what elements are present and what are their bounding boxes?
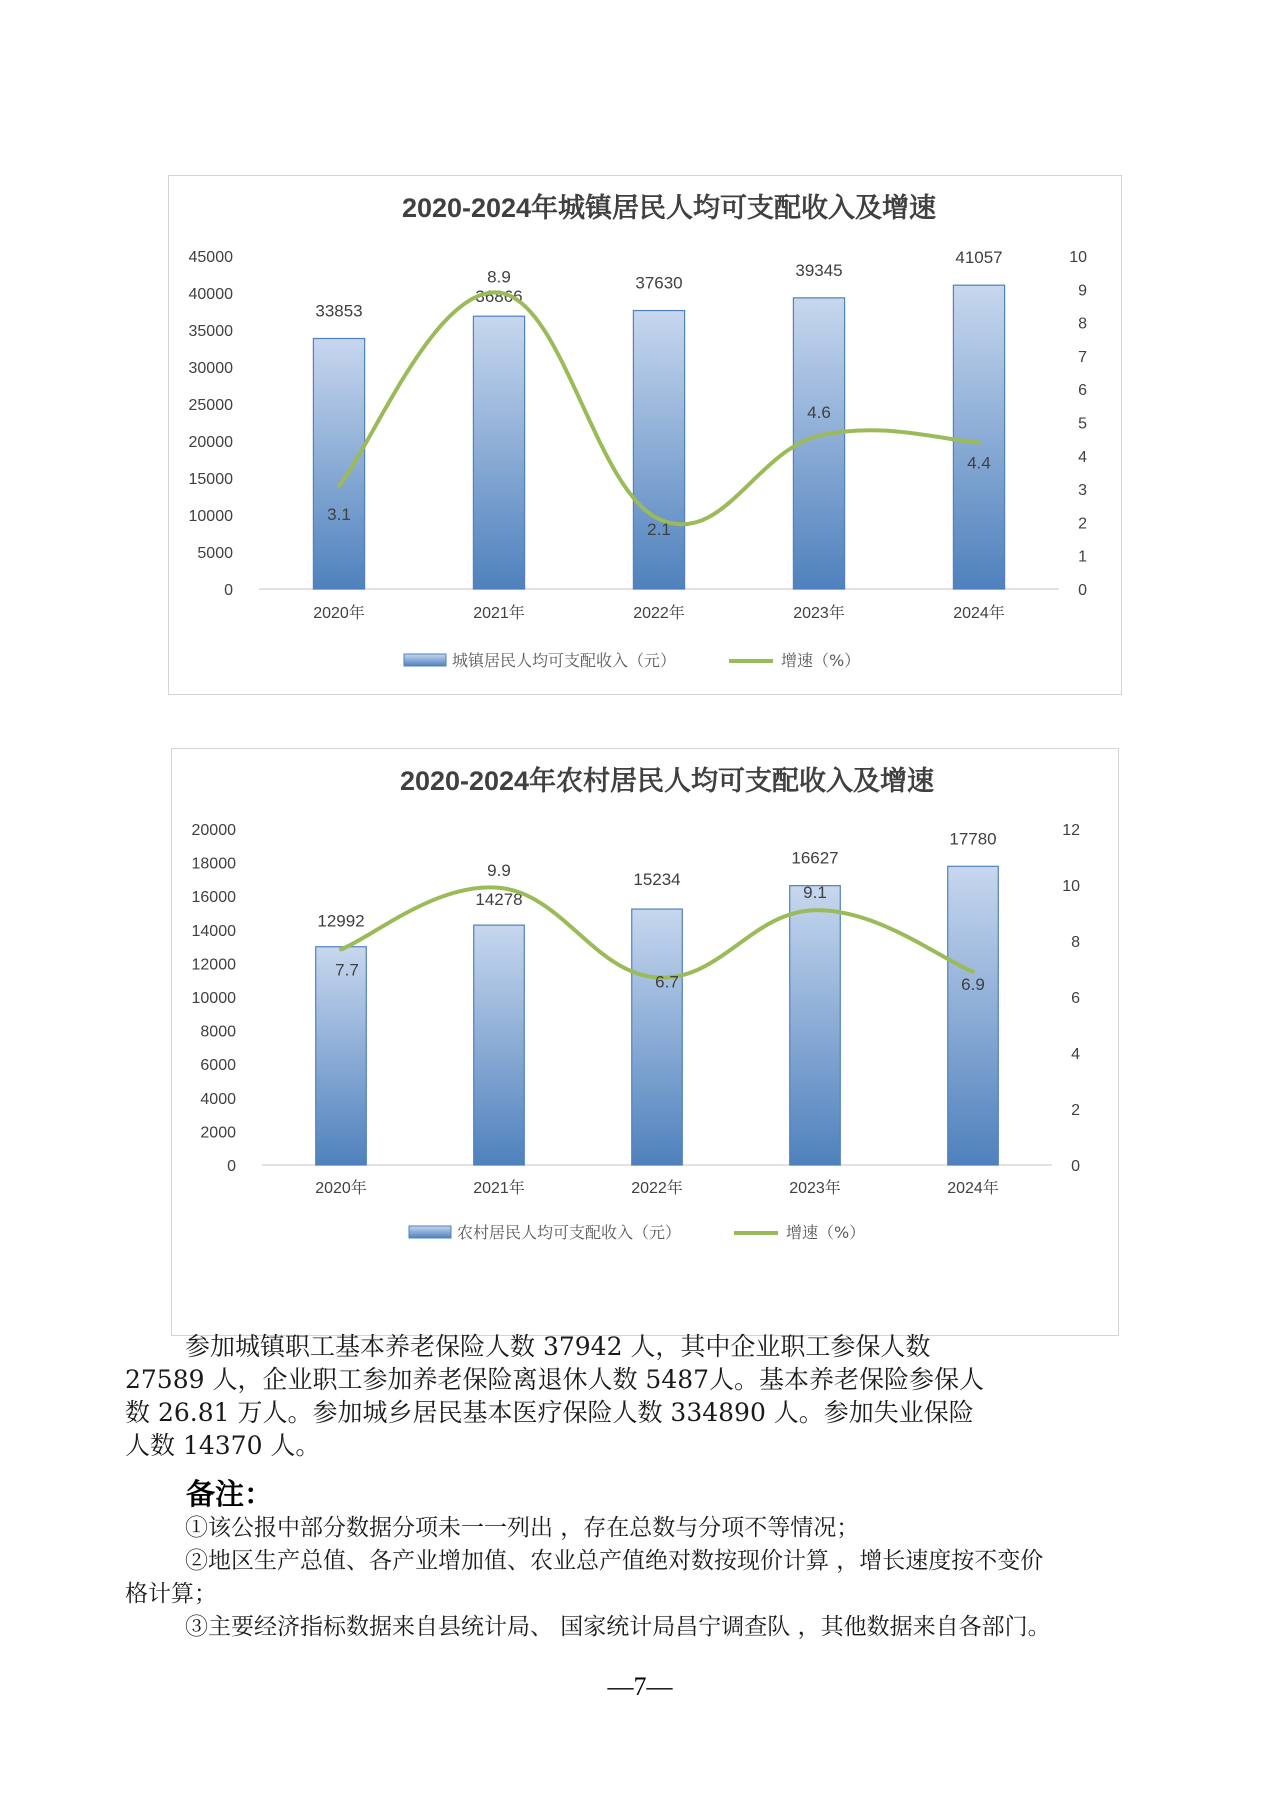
line-value-label: 9.1 bbox=[803, 883, 827, 903]
y-left-tick-label: 35000 bbox=[188, 323, 233, 340]
x-category-label: 2021年 bbox=[473, 605, 525, 622]
y-right-tick-label: 10 bbox=[1062, 878, 1080, 895]
line-value-label: 8.9 bbox=[487, 267, 511, 287]
bar bbox=[632, 909, 683, 1165]
line-value-label: 4.6 bbox=[807, 402, 831, 422]
y-right-tick-label: 6 bbox=[1078, 382, 1087, 400]
line-value-label: 7.7 bbox=[335, 960, 359, 980]
y-right-tick-label: 10 bbox=[1069, 249, 1087, 266]
urban-income-chart bbox=[168, 175, 1122, 695]
note-3: ③主要经济指标数据来自县统计局、 国家统计局昌宁调查队 ，其他数据来自各部门。 bbox=[185, 1614, 1051, 1640]
bar-value-label: 37630 bbox=[635, 273, 683, 293]
rural-income-chart bbox=[171, 748, 1119, 1336]
bar-value-label: 39345 bbox=[795, 260, 843, 280]
x-category-label: 2020年 bbox=[313, 605, 365, 622]
x-category-label: 2022年 bbox=[631, 1180, 683, 1197]
bar-value-label: 17780 bbox=[949, 829, 997, 849]
line-value-label: 6.7 bbox=[655, 972, 679, 992]
insurance-paragraph bbox=[125, 1330, 1165, 1462]
paragraph-line: 27589 人，企业职工参加养老保险离退休人数 5487人。基本养老保险参保人 bbox=[125, 1365, 985, 1394]
y-right-tick-label: 4 bbox=[1078, 448, 1087, 466]
y-left-tick-label: 15000 bbox=[188, 471, 233, 488]
y-left-tick-label: 12000 bbox=[191, 956, 236, 974]
y-left-tick-label: 40000 bbox=[188, 286, 233, 303]
y-left-tick-label: 5000 bbox=[197, 545, 233, 562]
y-left-tick-label: 6000 bbox=[200, 1057, 236, 1075]
x-category-label: 2024年 bbox=[947, 1180, 999, 1197]
y-right-tick-label: 2 bbox=[1078, 515, 1087, 533]
rural-income-chart-svg bbox=[172, 749, 1120, 1337]
note-2-continued: 格计算； bbox=[125, 1581, 217, 1607]
bar bbox=[953, 285, 1004, 589]
bar bbox=[790, 886, 841, 1165]
y-left-tick-label: 0 bbox=[227, 1158, 236, 1175]
bar-value-label: 33853 bbox=[315, 301, 363, 321]
paragraph-line: 人数 14370 人。 bbox=[125, 1431, 321, 1460]
y-left-tick-label: 4000 bbox=[200, 1090, 236, 1108]
y-left-tick-label: 20000 bbox=[188, 434, 233, 451]
y-right-tick-label: 0 bbox=[1078, 582, 1087, 599]
y-left-tick-label: 2000 bbox=[200, 1124, 236, 1142]
y-left-tick-label: 0 bbox=[224, 582, 233, 599]
chart-legend bbox=[404, 651, 860, 670]
urban-income-chart-svg bbox=[169, 176, 1123, 696]
line-value-label: 2.1 bbox=[647, 520, 671, 540]
y-left-tick-label: 18000 bbox=[191, 855, 236, 873]
y-right-tick-label: 12 bbox=[1062, 822, 1080, 839]
legend-bar-swatch bbox=[409, 1226, 451, 1238]
bar-value-label: 14278 bbox=[475, 890, 523, 910]
bar bbox=[474, 925, 525, 1165]
note-2: ②地区生产总值、各产业增加值、农业总产值绝对数按现价计算 ，增长速度按不变价 bbox=[185, 1548, 1044, 1574]
y-right-tick-label: 1 bbox=[1078, 548, 1087, 566]
y-left-tick-label: 20000 bbox=[191, 822, 236, 839]
y-left-tick-label: 14000 bbox=[191, 922, 236, 940]
legend-line-label: 增速（%） bbox=[786, 1223, 866, 1242]
y-right-tick-label: 8 bbox=[1078, 315, 1087, 333]
legend-bar-swatch bbox=[404, 654, 446, 666]
line-value-label: 9.9 bbox=[487, 860, 511, 880]
bar bbox=[316, 947, 367, 1165]
x-category-label: 2022年 bbox=[633, 605, 685, 622]
line-value-label: 4.4 bbox=[967, 453, 991, 473]
y-right-tick-label: 2 bbox=[1071, 1102, 1080, 1119]
bar bbox=[948, 866, 999, 1165]
y-right-tick-label: 5 bbox=[1078, 415, 1087, 433]
y-left-tick-label: 10000 bbox=[191, 990, 236, 1007]
y-left-tick-label: 8000 bbox=[200, 1023, 236, 1041]
chart-title: 2020-2024年城镇居民人均可支配收入及增速 bbox=[401, 193, 937, 223]
y-right-tick-label: 4 bbox=[1071, 1046, 1080, 1063]
y-right-tick-label: 9 bbox=[1078, 282, 1087, 300]
x-category-label: 2023年 bbox=[793, 605, 845, 622]
chart-title: 2020-2024年农村居民人均可支配收入及增速 bbox=[399, 766, 935, 796]
y-right-tick-label: 3 bbox=[1078, 482, 1087, 500]
bar-value-label: 15234 bbox=[633, 870, 681, 890]
chart-legend bbox=[409, 1223, 865, 1242]
line-value-label: 3.1 bbox=[327, 504, 351, 524]
y-left-tick-label: 10000 bbox=[188, 508, 233, 525]
y-left-tick-label: 30000 bbox=[188, 360, 233, 377]
paragraph-line: 数 26.81 万人。参加城乡居民基本医疗保险人数 334890 人。参加失业保险 bbox=[125, 1398, 974, 1427]
paragraph-line: 参加城镇职工基本养老保险人数 37942 人，其中企业职工参保人数 bbox=[185, 1332, 931, 1361]
bar-value-label: 36866 bbox=[475, 287, 523, 307]
line-value-label: 6.9 bbox=[961, 974, 985, 994]
x-category-label: 2024年 bbox=[953, 605, 1005, 622]
legend-line-label: 增速（%） bbox=[781, 651, 861, 670]
y-right-tick-label: 6 bbox=[1071, 990, 1080, 1007]
bar bbox=[313, 338, 364, 589]
legend-bar-label: 农村居民人均可支配收入（元） bbox=[457, 1223, 682, 1242]
notes-heading: 备注： bbox=[186, 1477, 274, 1511]
bar-value-label: 41057 bbox=[955, 248, 1003, 268]
note-1: ①该公报中部分数据分项未一一列出 ，存在总数与分项不等情况； bbox=[185, 1515, 860, 1541]
y-left-tick-label: 45000 bbox=[188, 249, 233, 266]
bar-value-label: 16627 bbox=[791, 848, 839, 868]
page-number: —7— bbox=[607, 1672, 673, 1701]
legend-bar-label: 城镇居民人均可支配收入（元） bbox=[452, 651, 677, 670]
bar-value-label: 12992 bbox=[317, 911, 365, 931]
y-right-tick-label: 0 bbox=[1071, 1158, 1080, 1175]
y-left-tick-label: 25000 bbox=[188, 397, 233, 414]
bar bbox=[633, 311, 684, 589]
x-category-label: 2021年 bbox=[473, 1180, 525, 1197]
y-right-tick-label: 8 bbox=[1071, 934, 1080, 951]
bar bbox=[473, 316, 524, 589]
y-left-tick-label: 16000 bbox=[191, 889, 236, 907]
x-category-label: 2023年 bbox=[789, 1180, 841, 1197]
y-right-tick-label: 7 bbox=[1078, 348, 1087, 366]
x-category-label: 2020年 bbox=[315, 1180, 367, 1197]
